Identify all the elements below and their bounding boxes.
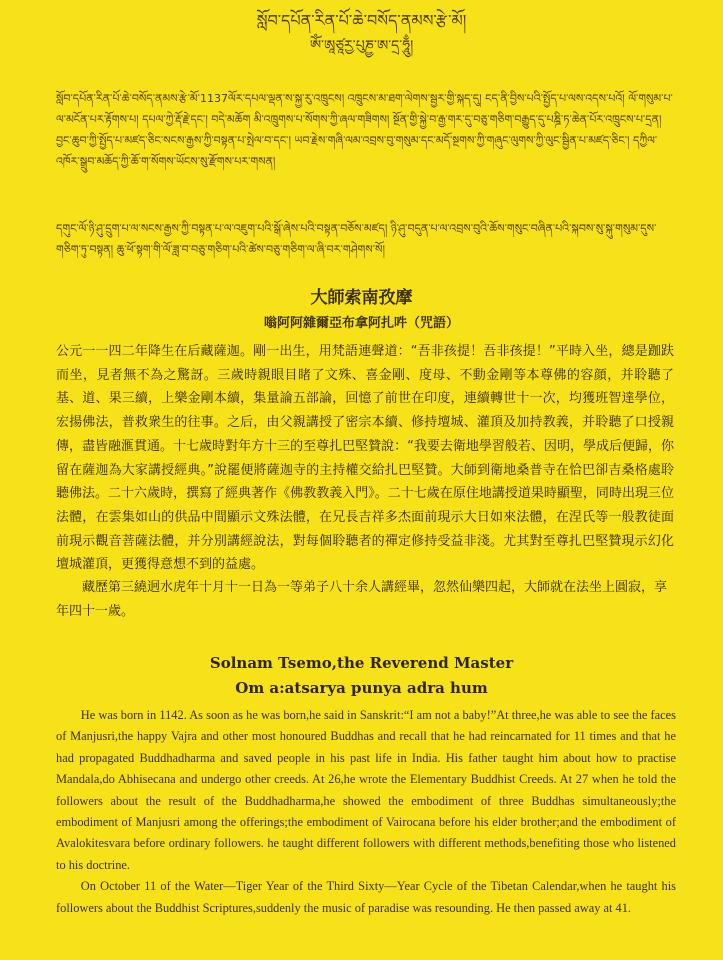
english-body: [56, 705, 676, 937]
tibetan-paragraph-2: དགུང་ལོ་ཉི་ཤུ་དྲུག་པ་ལ་སངས་རྒྱས་ཀྱི་བསྟན་པ་ལ་འཇུག་པའི་སྒོ་ཞེས་པའི་བསྟན་བཅོས་མཛད། ཉི་ཤུ་བདུན་པ་ལ་འབྲས་བུའི་ཆོས་གསུང་བཞིན་པའི་སྐབས་སུ་སྐུ་གསུམ་དུས་གཅིག་ཏུ་བསྟན། ཆུ་ཕོ་སྟག་གི་ལོ་ཟླ་བ་བཅུ་གཅིག་པའི་ཚེས་བཅུ་གཅིག་ལ་ཞི་བར་གཤེགས་སོ།: [56, 222, 657, 256]
tibetan-subtitle: ཨོཾ་ཨཱཙཱརྱ་པུཎྱ་ཨ་དྲ་ཧཱུྃ།: [309, 38, 414, 54]
english-title: Solnam Tsemo,the Reverend Master: [209, 654, 514, 672]
chinese-body: [56, 340, 674, 578]
chinese-subtitle: 嗡阿阿雜爾亞布拿阿扎吽（咒語）: [263, 316, 459, 331]
chinese-paragraph-2: 藏歷第三繞迥水虎年十月十一日為一等弟子八十余人講經畢，忽然仙樂四起，大師就在法坐上圓寂，享年四十一歲。: [56, 580, 668, 619]
chinese-paragraph-1: 公元一一四二年降生在后藏薩迦。剛一出生，用梵語連聲道：“吾非孩提！吾非孩提！”平時入坐，總是跏趺而坐，見者無不為之驚訝。三歲時親眼目睹了文殊、喜金剛、度母、不動金剛等本尊佛的容顔，并聆聽了基、道、果三續，上樂金剛本續，集量論五部論，回憶了前世在印度，連續轉世十一次，均獲班智達學位，宏揚佛法，普救衆生的往事。之后，由父親講授了密宗本續、修持壇城、灌頂及加持教義，并聆聽了口授親傳，盡皆融滙貫通。十七歲時對年方十三的至尊扎巴堅贊說：“我要去衛地學習般若、因明，學成后便歸，你留在薩迦為大家講授經典。”說罷便將薩迦寺的主持權交給扎巴堅贊。大師到衛地桑普寺在恰巴卻吉桑格處聆聽佛法。二十六歲時，撰寫了經典著作《佛教教義入門》。二十七歲在原住地講授道果時顯聖，同時出現三位法體，在雲集如山的供品中間顯示文殊法體，在兄長吉祥多杰面前現示大日如來法體，在涅氏等一般教徒面前現示觀音菩薩法體，并分別講經說法，對每個聆聽者的禪定修持受益非淺。尤其對至尊扎巴堅贊現示幻化壇城灌頂，更獲得意想不到的益處。: [56, 344, 674, 573]
chinese-body-2: [56, 576, 674, 626]
english-paragraph-2: On October 11 of the Water—Tiger Year of the Third Sixty—Year Cycle of the Tibetan Calendar,when he taught his followers about the Buddhist Scriptures,suddenly the music of paradise was resounding. He then passed away at 41.: [56, 879, 676, 915]
chinese-title: 大師索南孜摩: [310, 288, 413, 308]
tibetan-title: སློབ་དཔོན་རིན་པོ་ཆེ་བསོད་ནམས་རྩེ་མོ།: [256, 11, 467, 30]
english-paragraph-1: He was born in 1142. As soon as he was born,he said in Sanskrit:“I am not a baby!”At three,he was able to see the faces of Manjusri,the happy Vajra and other most honoured Buddhas and recall that he had reincarnated for 11 times and that he had propagated Buddhadharma and saved people in his past life in India. His father taught him about how to practise Mandala,do Abhisecana and undergo other creeds. At 26,he wrote the Elementary Buddhist Creeds. At 27 when he told the followers about the result of the Buddhadharma,he showed the embodiment of three Buddhas simultaneously;the embodiment of Manjusri among the offerings;the embodiment of Vairocana before his elder brother;and the embodiment of Avalokitesvara before ordinary followers. he taught different followers with different methods,benefiting those who listened to his doctrine.: [56, 708, 676, 872]
english-subtitle: Om a:atsarya punya adra hum: [235, 679, 488, 697]
tibetan-paragraph-1: སློབ་དཔོན་རིན་པོ་ཆེ་བསོད་ནམས་རྩེ་མོ་1137ལོར་དཔལ་ལྡན་ས་སྐྱ་རུ་འཁྲུངས། འཁྲུངས་མ་ཐག་ལེགས་སྦྱར་གྱི་སྐད་དུ། ངད་ནི་བྱིས་པའི་སྤྱོད་པ་ལས་འདས་པའོ། ལོ་གསུམ་པ་ལ་མངོན་པར་རྟོགས་པ། དཔལ་ཀྱེ་རྡོ་རྗེ་དང་། བདེ་མཆོག མི་འཁྲུགས་པ་སོགས་ཀྱི་ཞལ་གཟིགས། སྔོན་གྱི་སྐྱེ་བ་རྒྱ་གར་དུ་བཅུ་གཅིག་བརྒྱུད་དུ་པཎྜི་ཏ་ཆེན་པོར་འཁྲུངས་པ་དྲན། བྱང་ཆུབ་ཀྱི་སྤྱོད་པ་མཛད་ཅིང་སངས་རྒྱས་ཀྱི་བསྟན་པ་སྤེལ་བ་དང་། ཡབ་རྗེས་གཞི་ལམ་འབྲས་བུ་གསུམ་དང་མདོ་སྔགས་ཀྱི་གཞུང་ལུགས་ཀྱི་ལུང་སྦྱིན་པ་མཛད་ཅིང་། དཀྱིལ་འཁོར་སྒྲུབ་མཆོད་ཀྱི་ཆོ་ག་སོགས་ཡོངས་སུ་རྫོགས་པར་གསན།: [56, 92, 673, 168]
